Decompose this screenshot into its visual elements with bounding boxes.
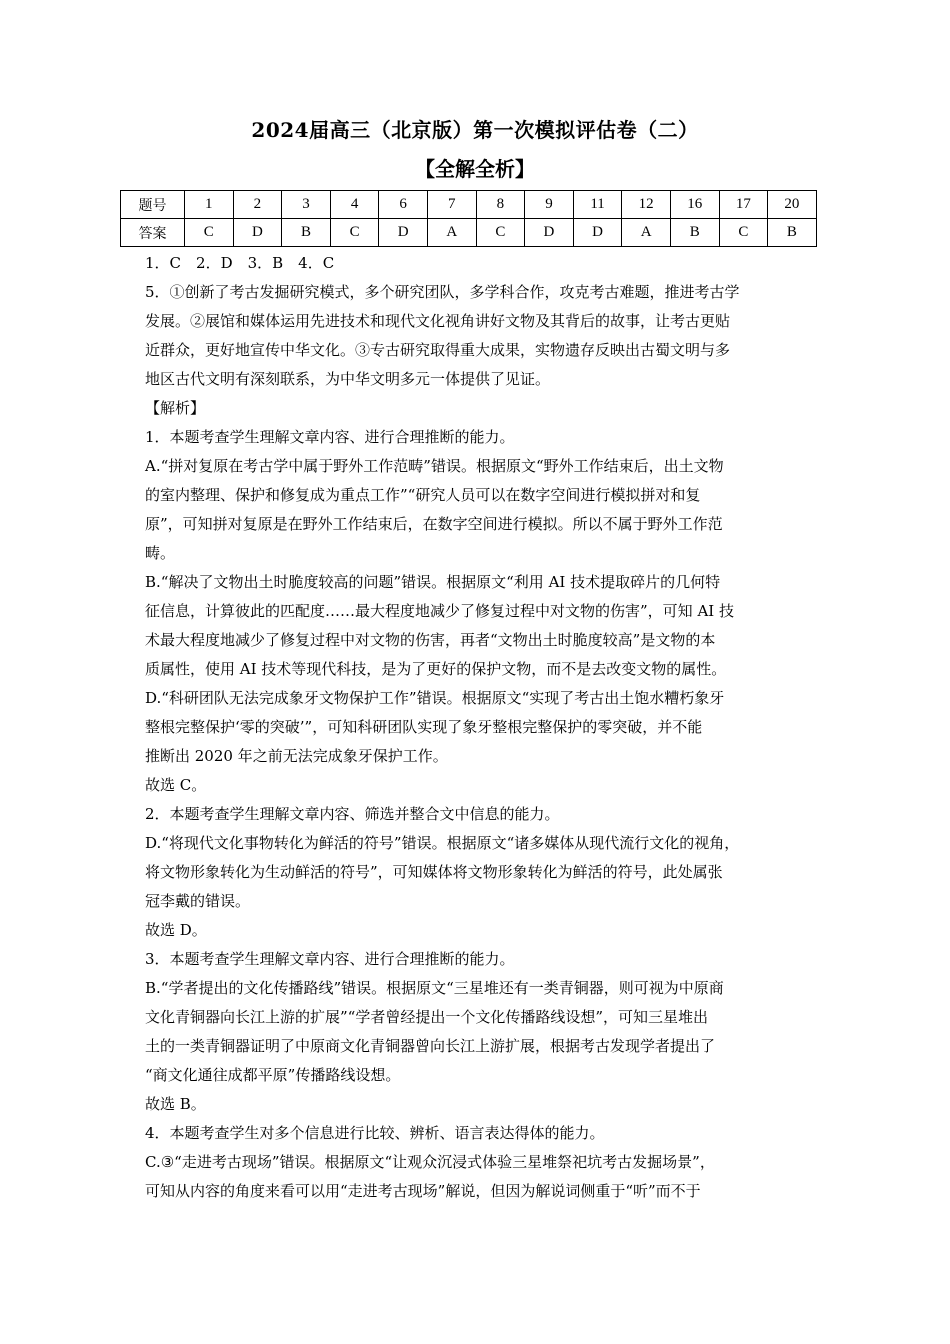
answer-table-answer-row — [121, 219, 817, 247]
document-title: 2024届高三（北京版）第一次模拟评估卷（二） — [251, 118, 699, 142]
text-line: 原”，可知拼对复原是在野外工作结束后，在数字空间进行模拟。所以不属于野外工作范 — [145, 515, 723, 533]
question-number-cell: 2 — [233, 191, 282, 219]
text-line: 可知从内容的角度来看可以用“走进考古现场”解说，但因为解说词侧重于“听”而不于 — [145, 1182, 701, 1200]
text-line: 5．①创新了考古发掘研究模式，多个研究团队，多学科合作，攻克考古难题，推进考古学 — [145, 283, 740, 301]
text-line: 整根完整保护‘零的突破’”，可知科研团队实现了象牙整根完整保护的零突破，并不能 — [145, 718, 703, 736]
text-line: 术最大程度地减少了修复过程中对文物的伤害，再者“文物出土时脆度较高”是文物的本 — [145, 631, 716, 649]
text-line: C.③“走进考古现场”错误。根据原文“让观众沉浸式体验三星堆祭祀坑考古发掘场景”， — [145, 1153, 715, 1171]
text-line: 土的一类青铜器证明了中原商文化青铜器曾向长江上游扩展，根据考古发现学者提出了 — [145, 1037, 716, 1055]
question-number-cell: 9 — [525, 191, 574, 219]
analysis-content — [145, 249, 815, 1206]
answer-cell: D — [233, 219, 282, 247]
text-line: 故选 C。 — [145, 776, 207, 794]
answer-cell: B — [768, 219, 817, 247]
text-line: 畴。 — [145, 544, 176, 562]
question-number-cell: 3 — [282, 191, 331, 219]
text-line: 征信息，计算彼此的匹配度……最大程度地减少了修复过程中对文物的伤害”，可知 AI 技 — [145, 602, 734, 620]
text-line: 地区古代文明有深刻联系，为中华文明多元一体提供了见证。 — [145, 370, 551, 388]
answer-cell: C — [476, 219, 525, 247]
question-number-cell: 11 — [573, 191, 622, 219]
text-line: 2．本题考查学生理解文章内容、筛选并整合文中信息的能力。 — [145, 805, 560, 823]
text-line: B.“解决了文物出土时脆度较高的问题”错误。根据原文“利用 AI 技术提取碎片的几何特 — [145, 573, 721, 591]
text-line: 冠李戴的错误。 — [145, 892, 251, 910]
text-line: 推断出 2020 年之前无法完成象牙保护工作。 — [145, 747, 448, 765]
text-line: 1．C 2．D 3．B 4．C — [145, 254, 335, 272]
text-line: “商文化通往成都平原”传播路线设想。 — [145, 1066, 401, 1084]
text-line: A.“拼对复原在考古学中属于野外工作范畴”错误。根据原文“野外工作结束后，出土文物 — [145, 457, 724, 475]
answer-cell: A — [427, 219, 476, 247]
answer-cell: C — [719, 219, 768, 247]
question-number-cell: 20 — [768, 191, 817, 219]
text-line: 质属性，使用 AI 技术等现代科技，是为了更好的保护文物，而不是去改变文物的属性。 — [145, 660, 727, 678]
text-line: 故选 B。 — [145, 1095, 206, 1113]
question-number-cell: 4 — [330, 191, 379, 219]
question-number-cell: 1 — [185, 191, 234, 219]
question-number-cell: 7 — [427, 191, 476, 219]
text-line: 近群众，更好地宣传中华文化。③专古研究取得重大成果，实物遗存反映出古蜀文明与多 — [145, 341, 731, 359]
answer-cell: B — [670, 219, 719, 247]
answer-cell: D — [573, 219, 622, 247]
question-number-cell: 17 — [719, 191, 768, 219]
text-line: 【解析】 — [145, 399, 206, 417]
answer-label-cell: 答案 — [121, 219, 185, 247]
answer-cell: C — [185, 219, 234, 247]
text-line: 故选 D。 — [145, 921, 207, 939]
answer-cell: D — [379, 219, 428, 247]
text-line: 3．本题考查学生理解文章内容、进行合理推断的能力。 — [145, 950, 515, 968]
text-line: 文化青铜器向长江上游的扩展”“学者曾经提出一个文化传播路线设想”，可知三星堆出 — [145, 1008, 709, 1026]
text-line: B.“学者提出的文化传播路线”错误。根据原文“三星堆还有一类青铜器，则可视为中原商 — [145, 979, 724, 997]
text-line: 发展。②展馆和媒体运用先进技术和现代文化视角讲好文物及其背后的故事，让考古更贴 — [145, 312, 731, 330]
answer-cell: B — [282, 219, 331, 247]
answer-cell: A — [622, 219, 671, 247]
answer-cell: D — [525, 219, 574, 247]
header-label-cell: 题号 — [121, 191, 185, 219]
text-line: 的室内整理、保护和修复成为重点工作”“研究人员可以在数字空间进行模拟拼对和复 — [145, 486, 701, 504]
answer-table — [120, 190, 817, 247]
document-subtitle: 【全解全析】 — [415, 157, 535, 181]
answer-cell: C — [330, 219, 379, 247]
text-line: D.“将现代文化事物转化为鲜活的符号”错误。根据原文“诸多媒体从现代流行文化的视角， — [145, 834, 740, 852]
question-number-cell: 12 — [622, 191, 671, 219]
question-number-cell: 8 — [476, 191, 525, 219]
text-line: 4．本题考查学生对多个信息进行比较、辨析、语言表达得体的能力。 — [145, 1124, 605, 1142]
text-line: D.“科研团队无法完成象牙文物保护工作”错误。根据原文“实现了考古出土饱水糟朽象牙 — [145, 689, 725, 707]
text-line: 1．本题考查学生理解文章内容、进行合理推断的能力。 — [145, 428, 515, 446]
answer-table-header-row — [121, 191, 817, 219]
question-number-cell: 16 — [670, 191, 719, 219]
text-line: 将文物形象转化为生动鲜活的符号”，可知媒体将文物形象转化为鲜活的符号，此处属张 — [145, 863, 723, 881]
question-number-cell: 6 — [379, 191, 428, 219]
